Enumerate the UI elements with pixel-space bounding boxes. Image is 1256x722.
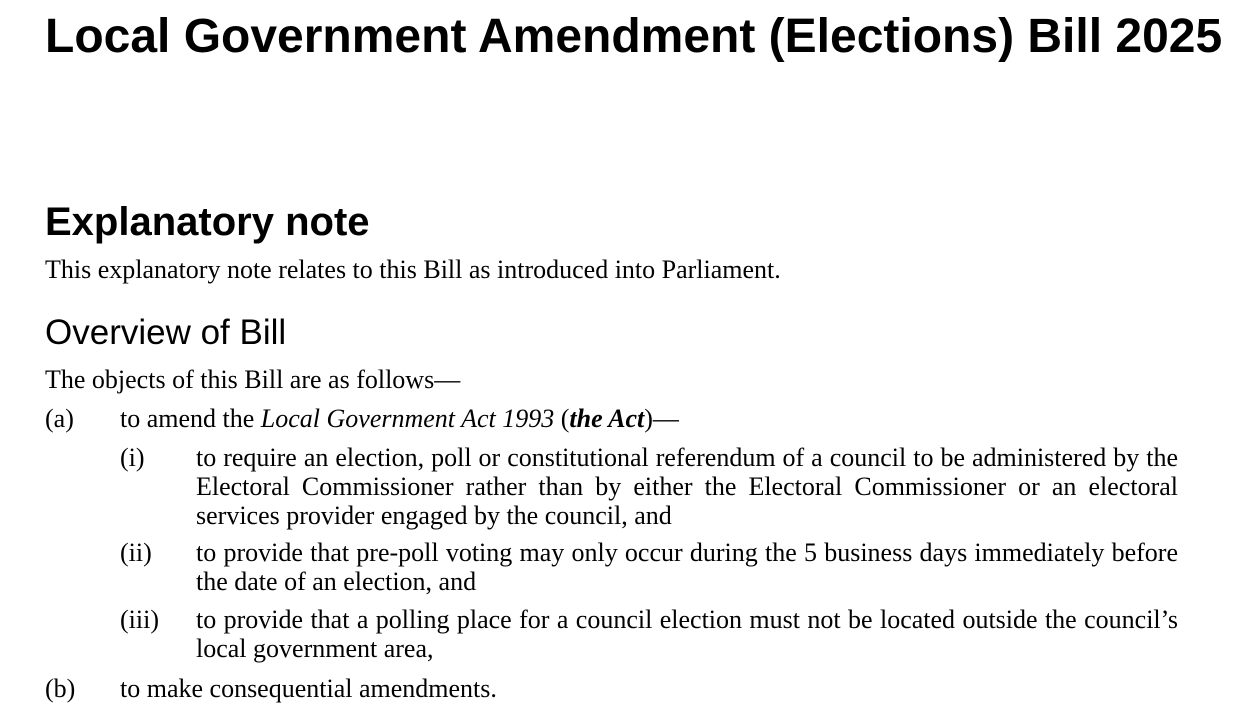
item-number: (b) xyxy=(45,674,76,703)
open-paren: ( xyxy=(554,404,570,433)
sub-item-number: (i) xyxy=(120,443,145,472)
item-text: to make consequential amendments. xyxy=(120,674,497,703)
objects-intro: The objects of this Bill are as follows— xyxy=(45,365,461,394)
explanatory-note-heading: Explanatory note xyxy=(45,200,370,244)
item-number: (a) xyxy=(45,404,74,433)
item-suffix: )— xyxy=(644,404,679,433)
bill-title: Local Government Amendment (Elections) Bill 2025 xyxy=(45,10,1223,63)
explanatory-intro: This explanatory note relates to this Bill as introduced into Parliament. xyxy=(45,255,781,284)
sub-item-number: (ii) xyxy=(120,538,152,567)
sub-item-number: (iii) xyxy=(120,605,159,634)
act-name: Local Government Act 1993 xyxy=(260,404,555,433)
sub-item-text: to require an election, poll or constitutional referendum of a council to be administered by the Electoral Commissioner rather than by either the Electoral Commissioner or an electoral services provider engaged by the council, and xyxy=(196,443,1178,530)
sub-item-text: to provide that a polling place for a council election must not be located outside the council’s local government area, xyxy=(196,605,1178,663)
item-text xyxy=(120,404,1180,433)
defined-term: the Act xyxy=(569,404,645,433)
item-prefix: to amend the xyxy=(120,404,261,433)
overview-heading: Overview of Bill xyxy=(45,313,287,352)
sub-item-text: to provide that pre-poll voting may only occur during the 5 business days immediately before the date of an election, and xyxy=(196,538,1178,596)
